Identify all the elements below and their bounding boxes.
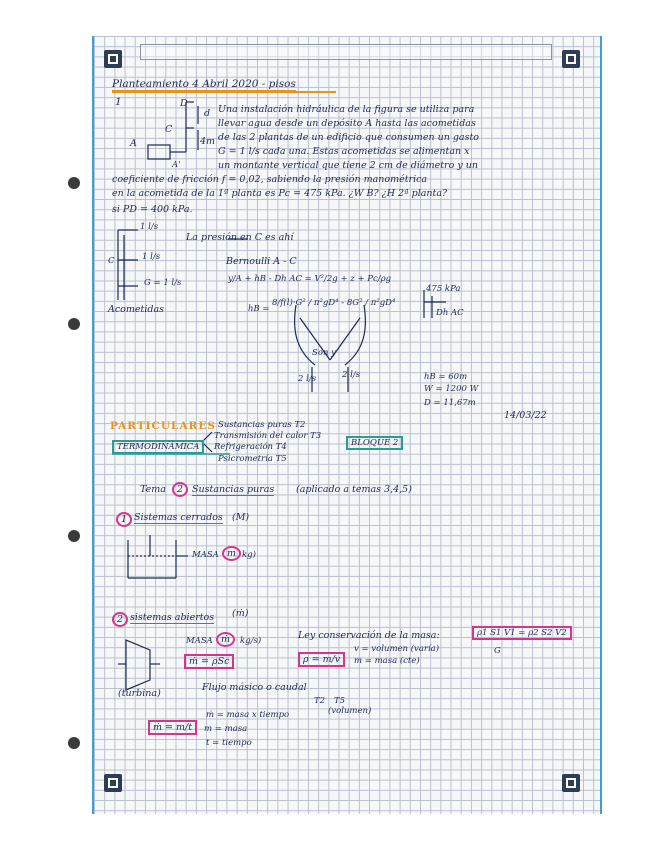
flujo-label: Flujo másico o caudal [202,682,307,693]
volumen-label: (volumen) [328,706,372,716]
tema-label: Tema [140,484,166,495]
g-label: G [494,646,501,656]
bloque-box: BLOQUE 2 [346,436,403,450]
result-d: D = 11,67m [424,398,476,408]
cerrados-title: Sistemas cerrados [134,512,223,523]
label-c-sketch: C [108,256,115,266]
problem-line: llevar agua desde un depósito A hasta las acometidas [218,118,476,129]
particulares-heading: PARTICULARES [110,420,216,432]
m-circle: m [222,546,241,561]
label-4m: 4m [200,136,216,147]
section-number: 2 [112,612,128,627]
date-label: 14/03/22 [504,410,547,421]
tema-title: Sustancias puras [192,484,275,495]
flow-label: 2 l/s [342,370,361,380]
cerrados-symbol: (M) [232,512,250,523]
hb-fraction: 8/f(l)·G² / π²gD⁴ - 8G² / π²gD⁴ [272,298,396,308]
m-mass-definition: m = masa [204,724,248,734]
problem-line: un montante vertical que tiene 2 cm de diámetro y un [218,160,478,171]
t2-label: T2 [314,696,326,706]
tema-note: (aplicado a temas 3,4,5) [296,484,412,495]
pc-value: 475 kPa [426,284,461,294]
topic-item: Psicrometría T5 [218,454,287,464]
result-w: W = 1200 W [424,384,479,394]
page-title: Planteamiento 4 Abril 2020 - pisos [112,78,296,90]
tema-number: 2 [172,482,188,497]
problem-line: G = 1 l/s cada una. Estas acometidas se alimentan x [218,146,470,157]
mdot-definition: ṁ = masa x tiempo [206,710,290,720]
ley-label: Ley conservación de la masa: [298,630,440,641]
problem-line: en la acometida de la 1ª planta es Pc = 475 kPa. ¿W B? ¿H 2ª planta? [112,188,448,199]
label-d-small: d [204,108,211,119]
mdot-formula-box: ṁ = m/t [148,720,197,735]
tank-a-shape [148,145,170,159]
v-definition: v = volumen (varía) [354,644,440,654]
flow-label: 1 l/s [142,252,161,262]
m-definition: m = masa (cte) [354,656,420,666]
flow-label: 2 l/s [298,374,317,384]
label-c: C [165,124,173,135]
hb-label: hB = [248,304,270,314]
problem-line: coeficiente de fricción f = 0,02, sabiendo la presión manométrica [112,174,428,185]
problem-line: si PD = 400 kPa. [112,204,193,215]
label-d: D [180,98,188,109]
topic-item: Refrigeración T4 [214,442,287,452]
topic-item: Sustancias puras T2 [218,420,306,430]
masa-label: MASA [186,636,213,646]
mdot-circle: ṁ [216,632,235,647]
result-hb: hB = 60m [424,372,468,382]
rho-box: ρ = m/v [298,652,345,667]
kg-unit: kg) [242,550,256,560]
problem-line: de las 2 plantas de un edificio que consumen un gasto [218,132,479,143]
pressure-note: La presión en C es ahí [186,232,294,243]
section-number: 1 [116,512,132,527]
topic-item: Transmisión del calor T3 [214,431,322,441]
turbina-label: (turbina) [118,688,161,699]
kgs-unit: kg/s) [240,636,262,646]
abiertos-title: sistemas abiertos [130,612,215,623]
acometidas-label: Acometidas [108,304,165,315]
dh-label: Dh AC [436,308,464,318]
ley-equation-box: ρ1 S1 V1 = ρ2 S2 V2 [472,626,572,640]
label-a-prime: A' [172,160,181,170]
t-definition: t = tiempo [206,738,252,748]
bernoulli-label: Bernoulli A - C [226,256,297,267]
flow-label: 1 l/s [140,222,159,232]
son-y-label: Son y [312,348,336,358]
problem-number: 1 [115,96,122,108]
termodinamica-box: TERMODINÁMICA [112,440,204,454]
flow-label: G = 1 l/s [144,278,182,288]
masa-label: MASA [192,550,219,560]
abiertos-symbol: (ṁ) [232,608,249,619]
label-a: A [130,138,137,149]
t5-label: T5 [334,696,346,706]
mdot-equation-box: ṁ = ρSc [184,654,234,669]
bernoulli-equation: y/A + hB - Dh AC = V²/2g + z + Pc/ρg [228,274,392,284]
problem-line: Una instalación hidráulica de la figura se utiliza para [218,104,475,115]
